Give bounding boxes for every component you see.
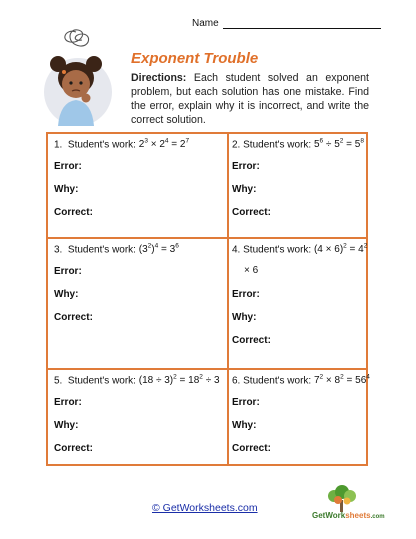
problem-work: $(3^2)^4 = 3^6$ [138,243,179,256]
logo-text-suffix: .com [370,514,385,520]
problem-statement [232,243,367,255]
problem-cell-4[interactable] [229,239,368,368]
problem-number: 5. [54,375,63,387]
problem-statement [232,138,364,150]
problem-work: $(18 \div 3)^2 = 18^2 \div 3$ [138,374,220,387]
logo-text-part1: GetWork [312,511,346,520]
brand-logo [312,511,385,520]
why-label: Why: [54,184,79,195]
problems-grid [46,132,368,466]
correct-label: Correct: [232,207,271,218]
correct-label: Correct: [54,312,93,323]
student-illustration [36,26,126,136]
error-label: Error: [54,397,82,408]
directions-label: Directions: [131,72,187,84]
why-label: Why: [232,312,257,323]
error-label: Error: [54,161,82,172]
correct-label: Correct: [54,207,93,218]
problem-number: 2. [232,139,241,151]
problem-number: 1. [54,139,63,151]
name-line[interactable] [223,18,381,29]
footer-site-link[interactable]: © GetWorksheets.com [152,502,258,514]
error-label: Error: [232,397,260,408]
problem-number: 4. [232,244,241,256]
problem-number: 3. [54,244,63,256]
problem-work: $2^3 \times 2^4 = 2^7$ [138,138,190,151]
problem-work: $(4 \times 6)^2 = 4^2$ [313,243,368,256]
error-label: Error: [232,289,260,300]
logo-text-part2: sheets [345,511,371,520]
problem-statement [54,374,220,386]
problem-prefix: Student's work: [67,139,139,151]
error-label: Error: [54,266,82,277]
name-row [192,18,381,29]
error-label: Error: [232,161,260,172]
problem-statement [54,138,189,150]
problem-work: $5^6 \div 5^2 = 5^8$ [313,138,364,151]
problem-statement [54,243,179,255]
why-label: Why: [54,289,79,300]
problem-prefix: Student's work: [243,375,314,387]
problem-number: 6. [232,375,241,387]
correct-label: Correct: [54,443,93,454]
problem-cell-3[interactable] [48,239,227,368]
problem-statement [232,374,370,386]
correct-label: Correct: [232,335,271,346]
problem-cell-5[interactable] [48,370,227,464]
correct-label: Correct: [232,443,271,454]
problem-cell-2[interactable] [229,134,368,237]
directions [131,71,369,127]
why-label: Why: [232,184,257,195]
why-label: Why: [54,420,79,431]
problem-work: $7^2 \times 8^2 = 56^4$ [313,374,370,387]
problem-work-continuation: × 6 [244,265,259,276]
problem-cell-6[interactable] [229,370,368,464]
worksheet-title: Exponent Trouble [131,50,259,67]
problem-prefix: Student's work: [243,139,314,151]
why-label: Why: [232,420,257,431]
problem-prefix: Student's work: [67,244,139,256]
problem-prefix: Student's work: [67,375,139,387]
problem-cell-1[interactable] [48,134,227,237]
name-label: Name [192,18,219,29]
problem-prefix: Student's work: [243,244,314,256]
directions-text: Each student solved an exponent problem, but each solution has one mistake. Find the error, explain why it is incorrect, and write the correct solution. [131,72,369,126]
